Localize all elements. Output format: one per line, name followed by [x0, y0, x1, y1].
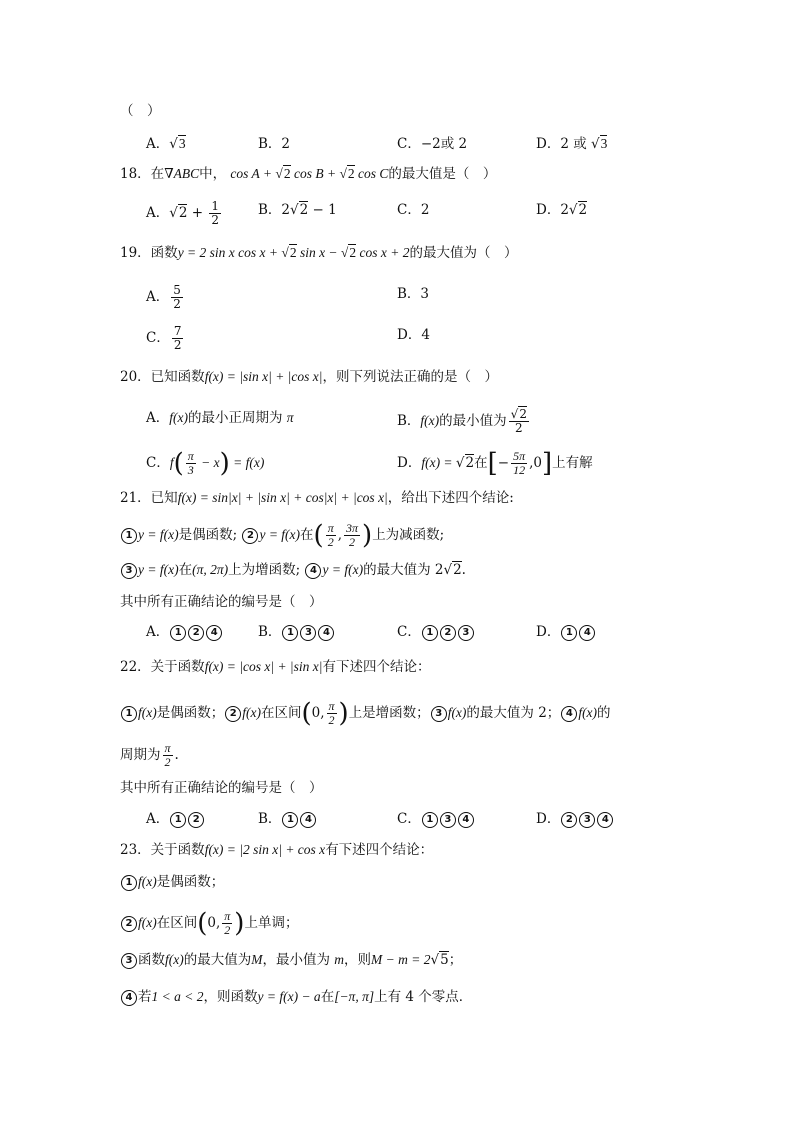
q23-expression: f(x) = |2 sin x| + cos x [204, 842, 326, 857]
fraction-denominator: 2 [224, 923, 231, 937]
q22-option-a[interactable] [146, 809, 205, 829]
q23-s1-text: 是偶函数； [156, 874, 225, 890]
q23-s1-function: f(x) [138, 874, 157, 889]
q18-option-d-label: D．2 [536, 202, 569, 218]
circled-number: 1 [121, 875, 137, 891]
circled-number: 2 [121, 916, 137, 932]
circled-number: 1 [170, 812, 186, 828]
q23-s4-in: 在 [320, 989, 335, 1005]
q21-s1-text: 是偶函数; [178, 527, 238, 543]
circled-number: 1 [282, 812, 298, 828]
q17-option-d[interactable] [536, 134, 607, 154]
sqrt-symbol: √ [169, 205, 178, 221]
right-paren: ) [234, 908, 245, 939]
left-bracket: [ [487, 448, 498, 479]
q19-option-c[interactable] [146, 325, 185, 352]
q18-option-d[interactable] [536, 200, 587, 220]
q19-root2: 2 [349, 245, 357, 260]
q21-option-b[interactable] [258, 622, 335, 642]
q21-s2-in: 在 [300, 527, 314, 543]
q22-s2-function: f(x) [242, 705, 261, 720]
q19-option-b[interactable]: B．3 [397, 286, 430, 302]
left-paren: ( [301, 698, 312, 729]
q23-s4-text: 若 [138, 989, 152, 1005]
q19-number: 19．函数 [120, 245, 178, 261]
q23-s4-interval: [−π, π] [334, 989, 375, 1004]
q22-s3-text: 的最大值为 2； [466, 705, 561, 721]
fraction-numerator: π [187, 449, 194, 463]
circled-number: 3 [121, 563, 137, 579]
circled-number: 1 [422, 812, 438, 828]
right-paren: ) [219, 448, 230, 479]
fraction-numerator: 5 [173, 283, 181, 297]
q18-option-a-root: 2 [178, 205, 188, 221]
q21-s2-fraction2 [344, 522, 360, 549]
q18-mid: 中， [199, 166, 227, 182]
q19-expression [178, 244, 410, 260]
q17-option-d-value: 3 [600, 136, 608, 151]
circled-number: 4 [121, 990, 137, 1006]
q18-expr-part3: cos C [354, 166, 389, 181]
q18-tail: 的最大值是（ ） [388, 166, 497, 182]
q21-tail: ，给出下述四个结论: [387, 490, 514, 506]
q21-s4-end: . [461, 562, 466, 578]
q19-option-c-label: C． [146, 330, 170, 346]
q23-s2-function: f(x) [138, 915, 157, 930]
q21-number: 21．已知 [120, 490, 178, 506]
q19-option-a-fraction [171, 284, 183, 311]
q23-s3-m: m [334, 952, 345, 967]
q20-option-b-root: 2 [519, 407, 527, 421]
q20-option-d-tail: 上有解 [552, 455, 593, 471]
fraction-numerator: π [164, 741, 171, 755]
q22-s2-fraction [327, 700, 337, 727]
q18-option-c[interactable]: C．2 [397, 202, 430, 218]
circled-number: 4 [597, 812, 613, 828]
q17-stem-tail: （ ） [120, 103, 161, 119]
q17-option-d-label: D．2 或 [536, 136, 591, 152]
q22-s1-function: f(x) [138, 705, 157, 720]
q20-expression: f(x) = |sin x| + |cos x| [204, 369, 323, 384]
q22-s2-text: 在区间 [260, 705, 302, 721]
q23-s3-mid: 的最大值为 [183, 952, 252, 968]
q22-option-c-label: C． [397, 811, 421, 827]
q23-number: 23．关于函数 [120, 842, 205, 858]
q22-option-d-label: D． [536, 811, 561, 827]
circled-number: 1 [121, 528, 137, 544]
q21-option-d[interactable] [536, 622, 596, 642]
q22-tail: 有下述四个结论： [322, 659, 431, 675]
q20-option-b-fraction [509, 408, 529, 435]
circled-number: 3 [431, 706, 447, 722]
q21-s4-root: 2 [453, 562, 462, 578]
q22-s2-tail: 上是增函数； [348, 705, 430, 721]
fraction-denominator: 2 [349, 535, 356, 549]
q17-option-a-value: 3 [178, 136, 186, 151]
q23-statement-1 [120, 872, 224, 892]
sqrt-symbol: √ [281, 245, 289, 260]
circled-number: 1 [422, 625, 438, 641]
q23-statement-3 [120, 950, 462, 970]
circled-number: 4 [561, 706, 577, 722]
q23-s3-equation: M − m = 2 [371, 952, 431, 967]
q21-option-c-label: C． [397, 624, 421, 640]
q21-option-b-label: B． [258, 624, 282, 640]
q20-option-a[interactable] [146, 408, 294, 428]
q21-ask: 其中所有正确结论的编号是（ ） [120, 594, 323, 610]
q22-option-b-label: B． [258, 811, 282, 827]
q22-s4-function: f(x) [578, 705, 598, 720]
left-paren: ( [197, 908, 208, 939]
q17-option-c[interactable]: C．−2或 2 [397, 136, 468, 152]
q22-s1-text: 是偶函数； [156, 705, 225, 721]
right-paren: ) [362, 520, 373, 551]
fraction-denominator: 2 [173, 338, 182, 352]
q19-option-a-label: A． [146, 289, 170, 305]
q21-s1-function: y = f(x) [138, 527, 179, 542]
q18-expr-part2: cos B + [290, 166, 340, 181]
circled-number: 1 [282, 625, 298, 641]
sqrt-symbol: √ [591, 136, 600, 152]
q18-option-a[interactable] [146, 200, 223, 227]
q23-s2-text: 在区间 [156, 915, 198, 931]
q20-option-a-label: A． [146, 410, 170, 426]
circled-number: 1 [561, 625, 577, 641]
q20-option-a-pi: π [286, 410, 294, 425]
q21-stem [120, 488, 514, 508]
q20-option-d-function: f(x) = [421, 455, 456, 470]
circled-number: 3 [300, 625, 316, 641]
circled-number: 4 [458, 812, 474, 828]
q20-option-d-in: 在 [474, 455, 488, 471]
q21-s2-fraction1 [326, 522, 336, 549]
q20-option-b-label: B． [397, 413, 421, 429]
q22-s2-zero: 0, [311, 705, 325, 721]
q20-option-a-text: 的最小正周期为 [187, 410, 287, 426]
circled-number: 1 [121, 706, 137, 722]
q18-option-d-root: 2 [578, 202, 588, 218]
fraction-denominator: 2 [211, 213, 219, 227]
fraction-denominator: 2 [328, 713, 335, 727]
q21-s3-interval: (π, 2π) [192, 562, 229, 577]
right-bracket: ] [542, 448, 553, 479]
q20-option-d-root: 2 [465, 455, 475, 471]
fraction-numerator: 1 [211, 199, 219, 213]
q18-number: 18．在 [120, 166, 165, 182]
q23-tail: 有下述四个结论： [325, 842, 434, 858]
circled-number: 4 [300, 812, 316, 828]
sqrt-symbol: √ [568, 202, 578, 218]
q17-option-a[interactable] [146, 134, 186, 154]
q18-option-a-label: A． [146, 205, 170, 221]
q20-option-b[interactable] [397, 408, 531, 435]
q19-expr-part2: sin x − [296, 245, 341, 260]
q20-option-a-function: f(x) [169, 410, 188, 425]
fraction-numerator [509, 408, 529, 422]
fraction-numerator: π [328, 699, 335, 713]
q20-option-c[interactable] [146, 450, 264, 477]
fraction-denominator: 12 [513, 463, 526, 477]
sqrt-symbol: √ [510, 407, 519, 421]
sqrt-symbol: √ [339, 166, 347, 181]
q20-option-b-function: f(x) [420, 413, 440, 428]
q20-option-c-tail: = f(x) [229, 455, 265, 470]
circled-number: 4 [579, 625, 595, 641]
q22-option-b[interactable] [258, 809, 317, 829]
q18-option-b-tail: − 1 [308, 202, 337, 218]
fraction-numerator: 5π [513, 449, 526, 463]
circled-number: 3 [579, 812, 595, 828]
circled-number: 4 [318, 625, 334, 641]
q23-statement-2 [120, 910, 298, 937]
q20-option-c-fraction [186, 450, 196, 477]
q21-option-a-label: A． [146, 624, 170, 640]
q21-s3-in: 在 [178, 562, 193, 578]
q22-option-a-label: A． [146, 811, 170, 827]
q23-s2-fraction [222, 910, 232, 937]
circled-number: 2 [188, 812, 204, 828]
q23-s4-condition: 1 < a < 2 [151, 989, 204, 1004]
q23-s2-tail: 上单调； [244, 915, 299, 931]
q20-tail: ，则下列说法正确的是（ ） [322, 369, 498, 385]
q19-option-c-fraction [172, 325, 184, 352]
q18-option-a-plus: + [187, 205, 208, 221]
q23-s4-tail: 上有 4 个零点． [374, 989, 473, 1005]
fraction-numerator: π [224, 909, 231, 923]
q22-ask: 其中所有正确结论的编号是（ ） [120, 780, 323, 796]
q20-option-c-label: C． [146, 455, 170, 471]
q23-s3-text: 函数 [138, 952, 165, 968]
q19-expr-part3: cos x + 2 [356, 245, 410, 260]
q23-s4-function: y = f(x) − a [257, 989, 321, 1004]
q23-s3-mid2: ，最小值为 [262, 952, 335, 968]
sqrt-symbol: √ [290, 202, 299, 218]
fraction-denominator: 2 [514, 421, 523, 435]
circled-number: 3 [121, 953, 137, 969]
q23-s3-M: M [251, 952, 263, 967]
q22-expression: f(x) = |cos x| + |sin x| [204, 659, 323, 674]
sqrt-symbol: √ [430, 952, 440, 968]
circled-number: 2 [242, 528, 258, 544]
q22-stem [120, 657, 430, 677]
q19-tail: 的最大值为（ ） [409, 245, 518, 261]
circled-number: 2 [561, 812, 577, 828]
q20-option-c-function: f [169, 455, 174, 470]
fraction-denominator: 3 [187, 463, 194, 477]
sqrt-symbol: √ [455, 455, 465, 471]
fraction-denominator: 2 [327, 535, 334, 549]
q20-option-d[interactable] [397, 450, 593, 477]
q18-option-b[interactable] [258, 200, 337, 220]
q21-option-c[interactable] [397, 622, 475, 642]
q18-option-a-fraction [209, 200, 221, 227]
q20-option-d-label: D． [397, 455, 422, 471]
q22-s4-text: 的 [597, 705, 611, 721]
circled-number: 3 [440, 812, 456, 828]
q21-s3-tail: 上为增函数; [228, 562, 301, 578]
q18-option-b-root: 2 [299, 202, 309, 218]
q21-s2-tail: 上为减函数; [372, 527, 445, 543]
circled-number: 2 [440, 625, 456, 641]
q21-statements-1-2: 1 y = f(x)是偶函数; 2 y = f(x)在( $\frac{\pi}{2}$ , $\frac{3\pi}{2}$ )上为减函数; [120, 522, 444, 549]
q18-expression [230, 165, 388, 181]
sqrt-symbol: √ [169, 136, 178, 152]
fraction-denominator: 2 [173, 297, 181, 311]
q21-s4-text: 的最大值为 2 [363, 562, 444, 578]
q20-number: 20．已知函数 [120, 369, 205, 385]
circled-number: 4 [305, 563, 321, 579]
right-paren: ) [338, 698, 349, 729]
circled-number: 3 [458, 625, 474, 641]
q18-root1: 2 [283, 166, 291, 181]
q18-stem [120, 164, 496, 184]
left-paren: ( [173, 448, 184, 479]
q22-s3-function: f(x) [447, 705, 467, 720]
q22-period-text: 周期为 [120, 747, 161, 763]
left-paren: ( [313, 520, 324, 551]
q23-stem [120, 840, 433, 860]
fraction-numerator: 3π [346, 521, 359, 535]
q19-root1: 2 [289, 245, 297, 260]
q22-number: 22．关于函数 [120, 659, 205, 675]
q22-period-line [120, 742, 179, 769]
q20-stem [120, 367, 498, 387]
q21-statements-3-4 [120, 560, 466, 580]
q22-statements [120, 700, 611, 727]
q20-option-d-zero: ,0 [529, 455, 542, 471]
fraction-denominator: 2 [164, 755, 171, 769]
q17-option-b[interactable]: B．2 [258, 136, 291, 152]
q21-option-d-label: D． [536, 624, 561, 640]
q18-expr-part1: cos A + [230, 166, 276, 181]
fraction-numerator: 7 [173, 324, 182, 338]
q20-option-d-minus: − [497, 455, 510, 471]
q21-option-a[interactable] [146, 622, 223, 642]
q23-s3-function: f(x) [165, 952, 184, 967]
q19-stem [120, 243, 517, 263]
circled-number: 2 [188, 625, 204, 641]
q17-option-a-label: A． [146, 136, 170, 152]
q20-option-d-fraction [511, 450, 527, 477]
sqrt-symbol: √ [275, 166, 283, 181]
q22-period-fraction [163, 742, 173, 769]
q22-option-d[interactable] [536, 809, 614, 829]
q21-s2-function: y = f(x) [259, 527, 301, 542]
q22-option-c[interactable] [397, 809, 475, 829]
q19-expr-part1: y = 2 sin x cos x + [177, 245, 282, 260]
q23-s4-mid: ，则函数 [203, 989, 258, 1005]
circled-number: 4 [206, 625, 222, 641]
q20-option-c-mid: − x [197, 455, 220, 470]
fraction-numerator: π [327, 521, 334, 535]
circled-number: 2 [225, 706, 241, 722]
sqrt-symbol: √ [443, 562, 453, 578]
q21-s3-function: y = f(x) [138, 562, 179, 577]
q23-s2-zero: 0, [207, 915, 221, 931]
q18-triangle: ∇ABC [164, 166, 200, 181]
q22-period-end: . [174, 747, 179, 763]
q20-option-b-text: 的最小值为 [439, 413, 507, 429]
q23-s3-root: 5 [440, 952, 449, 968]
q21-expression: f(x) = sin|x| + |sin x| + cos|x| + |cos x| [177, 490, 388, 505]
q19-option-a[interactable] [146, 284, 185, 311]
circled-number: 1 [170, 625, 186, 641]
q23-statement-4 [120, 987, 472, 1007]
q18-option-b-label: B．2 [258, 202, 291, 218]
q21-s4-function: y = f(x) [322, 562, 364, 577]
q23-s3-end: ； [448, 952, 463, 968]
q23-s3-mid3: ，则 [344, 952, 372, 968]
q18-root2: 2 [347, 166, 355, 181]
q19-option-d[interactable]: D．4 [397, 327, 430, 343]
sqrt-symbol: √ [340, 245, 349, 260]
